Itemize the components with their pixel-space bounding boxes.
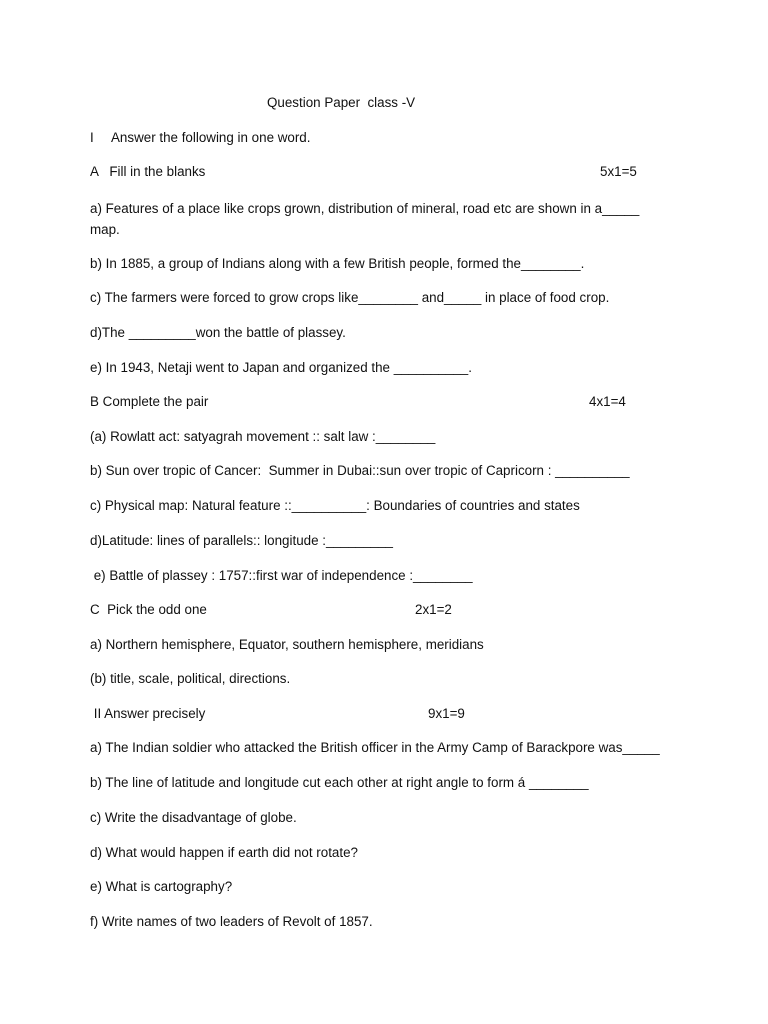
section-2-heading: II Answer precisely (90, 706, 206, 721)
question-c-2: (b) title, scale, political, directions. (90, 671, 291, 686)
page-title: Question Paper class -V (267, 95, 416, 110)
question-a-1: a) Features of a place like crops grown, distribution of mineral, road etc are shown in a_____ map. (90, 201, 640, 237)
question-ii-4: d) What would happen if earth did not rotate? (90, 845, 358, 860)
question-ii-2: b) The line of latitude and longitude cut each other at right angle to form á ________ (90, 775, 589, 790)
section-a-marks: 5x1=5 (600, 164, 637, 179)
question-a-4: d)The _________won the battle of plassey. (90, 325, 346, 340)
question-b-3: c) Physical map: Natural feature ::__________: Boundaries of countries and states (90, 498, 580, 513)
section-1-numeral: I (90, 130, 94, 145)
question-b-2: b) Sun over tropic of Cancer: Summer in Dubai::sun over tropic of Capricorn : __________ (90, 463, 630, 478)
question-a-2: b) In 1885, a group of Indians along with a few British people, formed the________. (90, 256, 585, 271)
section-c-marks: 2x1=2 (415, 602, 452, 617)
question-b-4: d)Latitude: lines of parallels:: longitude :_________ (90, 533, 393, 548)
question-ii-5: e) What is cartography? (90, 879, 233, 894)
question-ii-6: f) Write names of two leaders of Revolt of 1857. (90, 914, 373, 929)
section-b-heading: B Complete the pair (90, 394, 209, 409)
section-b-marks: 4x1=4 (589, 394, 626, 409)
question-ii-1: a) The Indian soldier who attacked the British officer in the Army Camp of Barackpore was_____ (90, 740, 660, 755)
question-a-5: e) In 1943, Netaji went to Japan and organized the __________. (90, 360, 472, 375)
section-a-heading: A Fill in the blanks (90, 164, 206, 179)
question-b-1: (a) Rowlatt act: satyagrah movement :: salt law :________ (90, 429, 436, 444)
section-1-heading: Answer the following in one word. (111, 130, 311, 145)
question-c-1: a) Northern hemisphere, Equator, southern hemisphere, meridians (90, 637, 484, 652)
question-b-5: e) Battle of plassey : 1757::first war of independence :________ (90, 568, 473, 583)
section-c-heading: C Pick the odd one (90, 602, 207, 617)
question-ii-3: c) Write the disadvantage of globe. (90, 810, 297, 825)
section-2-marks: 9x1=9 (428, 706, 465, 721)
question-a-3: c) The farmers were forced to grow crops like________ and_____ in place of food crop. (90, 290, 610, 305)
